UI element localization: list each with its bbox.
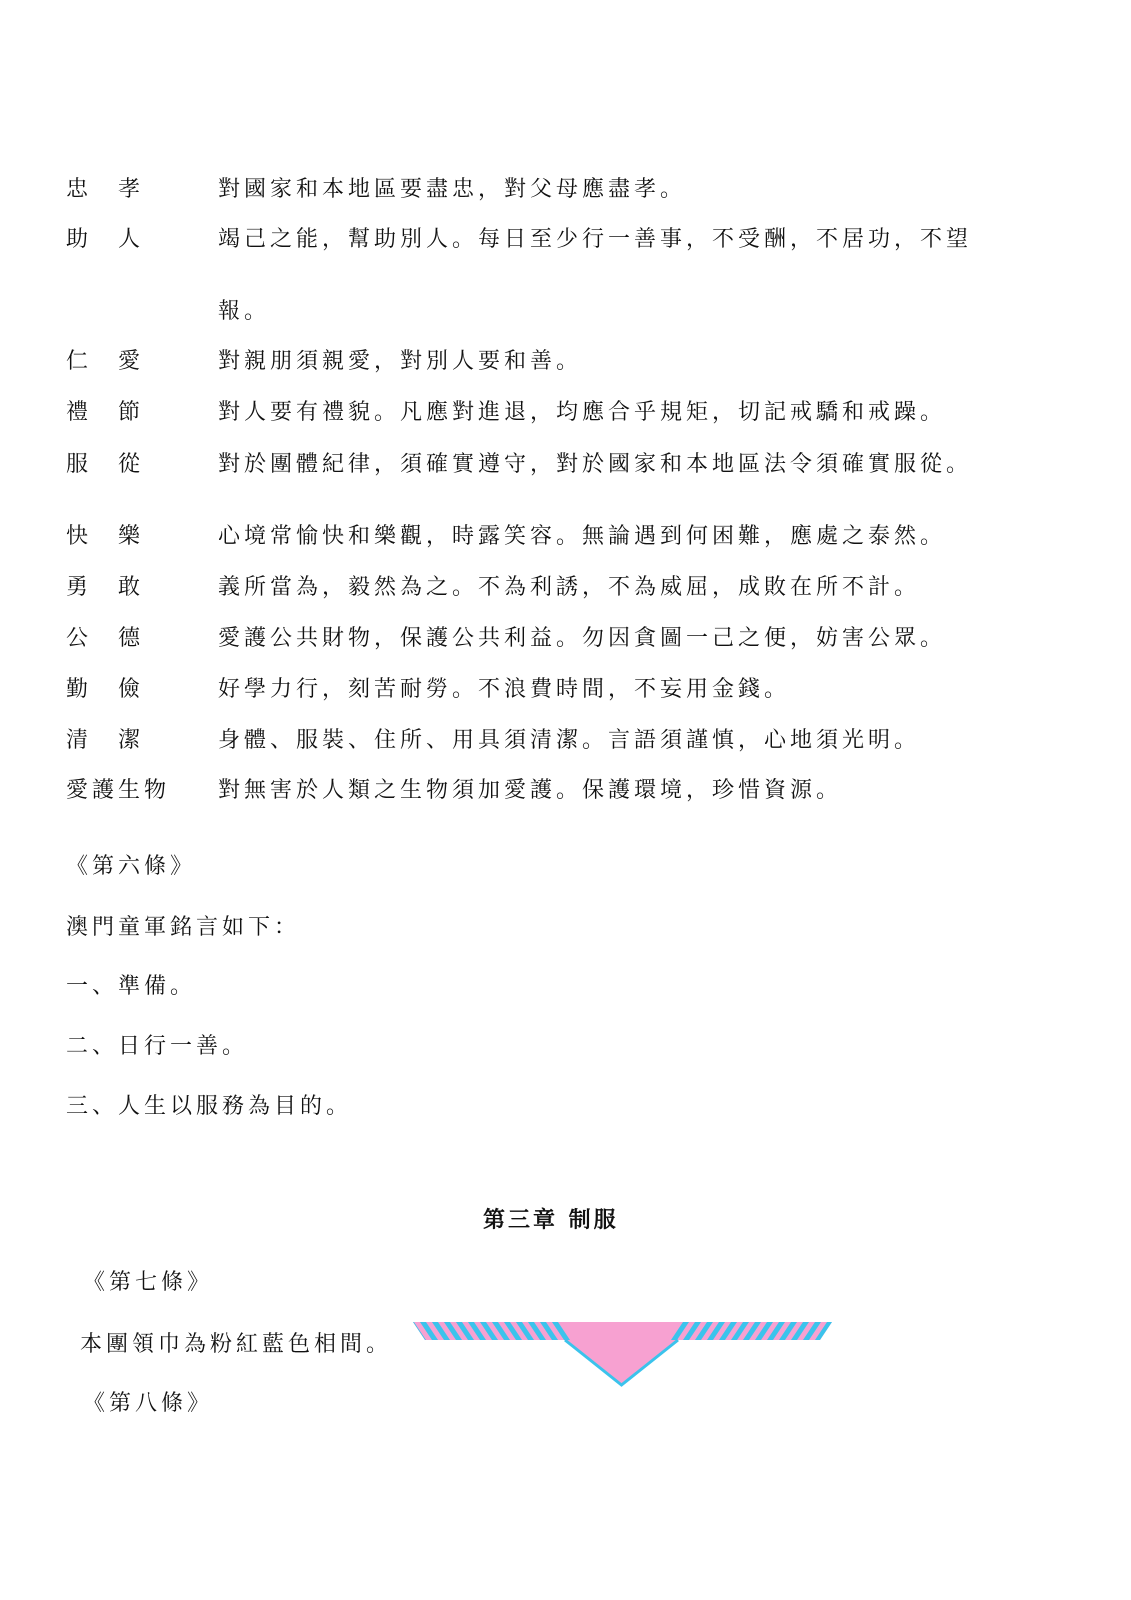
virtue-row-courage	[0, 575, 1131, 601]
virtue-term: 助 人	[66, 227, 145, 252]
virtue-row-cleanliness	[0, 728, 1131, 754]
virtue-description: 對無害於人類之生物須加愛護。保護環境，珍惜資源。	[218, 778, 843, 803]
virtue-description: 身體、服裝、住所、用具須清潔。言語須謹慎，心地須光明。	[218, 728, 921, 753]
article-8-heading: 《第八條》	[83, 1391, 214, 1416]
virtue-description: 心境常愉快和樂觀，時露笑容。無論遇到何困難，應處之泰然。	[218, 524, 947, 549]
virtue-row-care-for-living-things	[0, 778, 1131, 804]
chapter-title: 第三章 制服	[483, 1207, 619, 1233]
virtue-row-loyalty-filial-piety	[0, 177, 1131, 203]
virtue-description-continuation: 報。	[218, 299, 271, 324]
virtue-row-obedience	[0, 452, 1131, 478]
virtue-term: 勇 敢	[66, 575, 145, 600]
virtue-term: 服 從	[66, 452, 145, 477]
virtue-row-courtesy	[0, 400, 1131, 426]
virtue-description: 對人要有禮貌。凡應對進退，均應合乎規矩，切記戒驕和戒躁。	[218, 400, 947, 425]
virtue-row-cheerfulness	[0, 524, 1131, 550]
virtue-term: 清 潔	[66, 728, 145, 753]
motto-item: 三、人生以服務為目的。	[66, 1094, 353, 1119]
virtue-term: 勤 儉	[66, 677, 145, 702]
virtue-term: 公 德	[66, 626, 145, 651]
scarf-triangle	[565, 1339, 678, 1385]
virtue-description: 義所當為，毅然為之。不為利誘，不為威屈，成敗在所不計。	[218, 575, 921, 600]
virtue-row-helpfulness-continuation	[0, 299, 1131, 325]
virtue-term: 快 樂	[66, 524, 145, 549]
virtue-row-thrift	[0, 677, 1131, 703]
virtue-description: 對親朋須親愛，對別人要和善。	[218, 349, 583, 374]
virtue-term: 愛護生物	[66, 778, 171, 803]
article-7-text: 本團領巾為粉紅藍色相間。	[80, 1332, 393, 1357]
motto-item: 二、日行一善。	[66, 1034, 249, 1059]
virtue-row-helpfulness	[0, 227, 1131, 253]
virtue-description: 對國家和本地區要盡忠，對父母應盡孝。	[218, 177, 687, 202]
virtue-description: 對於團體紀律，須確實遵守，對於國家和本地區法令須確實服從。	[218, 452, 973, 477]
article-6-heading: 《第六條》	[66, 854, 197, 879]
virtue-term: 禮 節	[66, 400, 145, 425]
motto-item: 一、準備。	[66, 974, 197, 999]
motto-intro: 澳門童軍銘言如下：	[66, 915, 301, 940]
virtue-description: 愛護公共財物，保護公共利益。勿因貪圖一己之便，妨害公眾。	[218, 626, 947, 651]
virtue-description: 竭己之能，幫助別人。每日至少行一善事，不受酬，不居功，不望	[218, 227, 973, 252]
virtue-description: 好學力行，刻苦耐勞。不浪費時間，不妄用金錢。	[218, 677, 791, 702]
scarf-illustration	[405, 1315, 840, 1395]
virtue-row-civic-virtue	[0, 626, 1131, 652]
virtue-row-kindness	[0, 349, 1131, 375]
virtue-term: 仁 愛	[66, 349, 145, 374]
article-7-heading: 《第七條》	[83, 1270, 214, 1295]
virtue-term: 忠 孝	[66, 177, 145, 202]
